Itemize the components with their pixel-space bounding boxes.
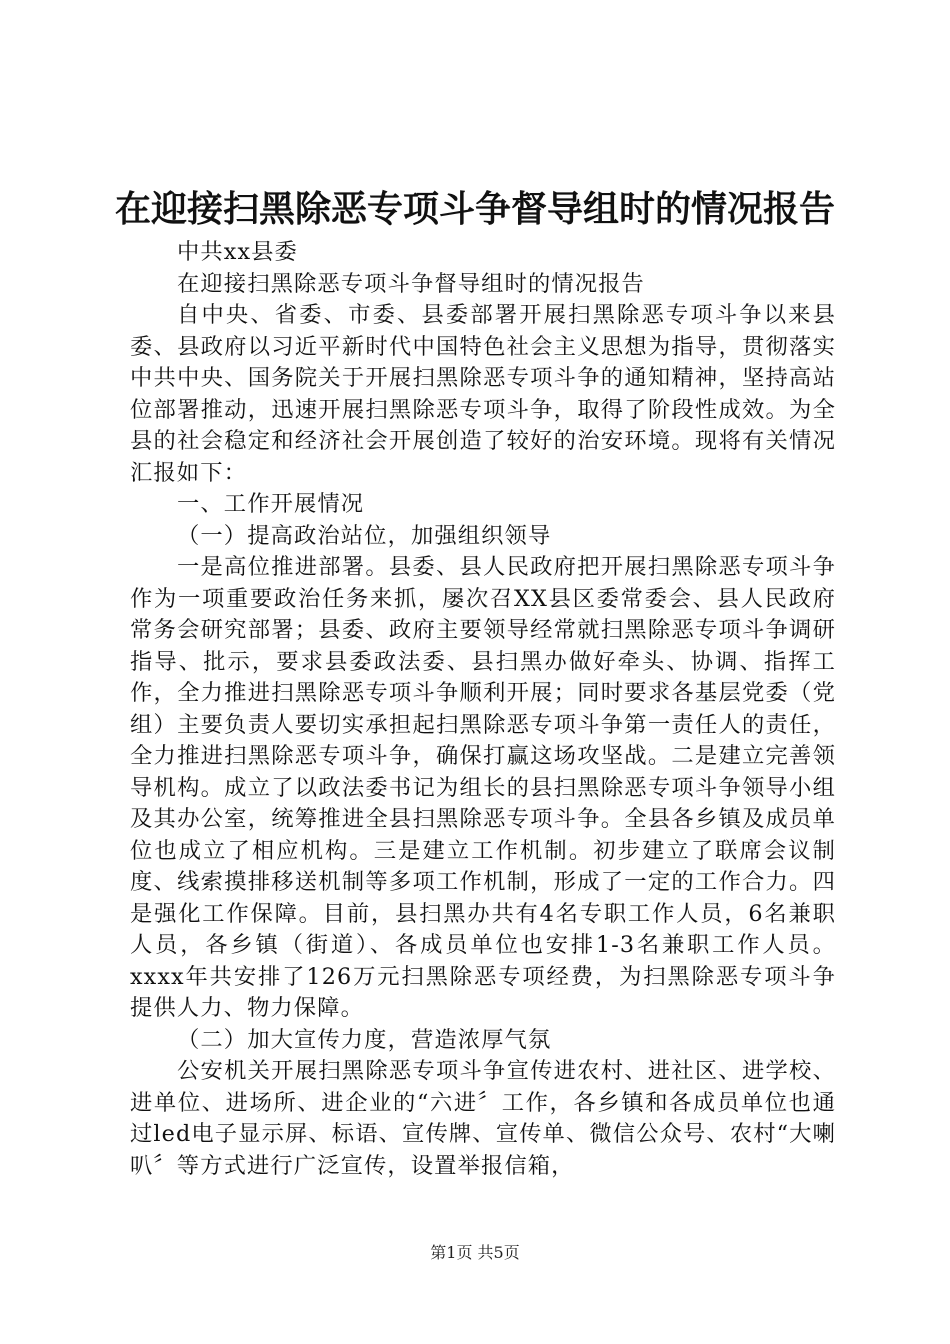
body-paragraph-2: 公安机关开展扫黑除恶专项斗争宣传进农村、进社区、进学校、进单位、进场所、进企业的“六进〞工作，各乡镇和各成员单位也通过led电子显示屏、标语、宣传牌、宣传单、微信公众号、农村“大喇叭〞等方式进行广泛宣传，设置举报信箱， [130, 1058, 836, 1179]
issuer-line: 中共xx县委 [177, 239, 298, 265]
page-footer: 第1页 共5页 [430, 1243, 520, 1262]
subsection-heading-2: （二）加大宣传力度，营造浓厚气氛 [177, 1026, 552, 1053]
intro-paragraph: 自中央、省委、市委、县委部署开展扫黑除恶专项斗争以来县委、县政府以习近平新时代中国特色社会主义思想为指导，贯彻落实中共中央、国务院关于开展扫黑除恶专项斗争的通知精神，坚持高站位部署推动，迅速开展扫黑除恶专项斗争，取得了阶段性成效。为全县的社会稳定和经济社会开展创造了较好的治安环境。现将有关情况汇报如下： [130, 302, 836, 486]
report-subtitle: 在迎接扫黑除恶专项斗争督导组时的情况报告 [177, 270, 645, 297]
document-title: 在迎接扫黑除恶专项斗争督导组时的情况报告 [114, 188, 835, 230]
document-body [130, 237, 836, 1182]
subsection-heading-1: （一）提高政治站位，加强组织领导 [177, 522, 552, 549]
body-paragraph-1: 一是高位推进部署。县委、县人民政府把开展扫黑除恶专项斗争作为一项重要政治任务来抓，屡次召XX县区委常委会、县人民政府常务会研究部署；县委、政府主要领导经常就扫黑除恶专项斗争调研指导、批示，要求县委政法委、县扫黑办做好牵头、协调、指挥工作，全力推进扫黑除恶专项斗争顺利开展；同时要求各基层党委（党组）主要负责人要切实承担起扫黑除恶专项斗争第一责任人的责任，全力推进扫黑除恶专项斗争，确保打赢这场攻坚战。二是建立完善领导机构。成立了以政法委书记为组长的县扫黑除恶专项斗争领导小组及其办公室，统筹推进全县扫黑除恶专项斗争。全县各乡镇及成员单位也成立了相应机构。三是建立工作机制。初步建立了联席会议制度、线索摸排移送机制等多项工作机制，形成了一定的工作合力。四是强化工作保障。目前，县扫黑办共有4名专职工作人员，6名兼职人员，各乡镇（街道）、各成员单位也安排1-3名兼职工作人员。xxxx年共安排了126万元扫黑除恶专项经费，为扫黑除恶专项斗争提供人力、物力保障。 [130, 554, 836, 1021]
section-heading-1: 一、工作开展情况 [177, 491, 365, 517]
